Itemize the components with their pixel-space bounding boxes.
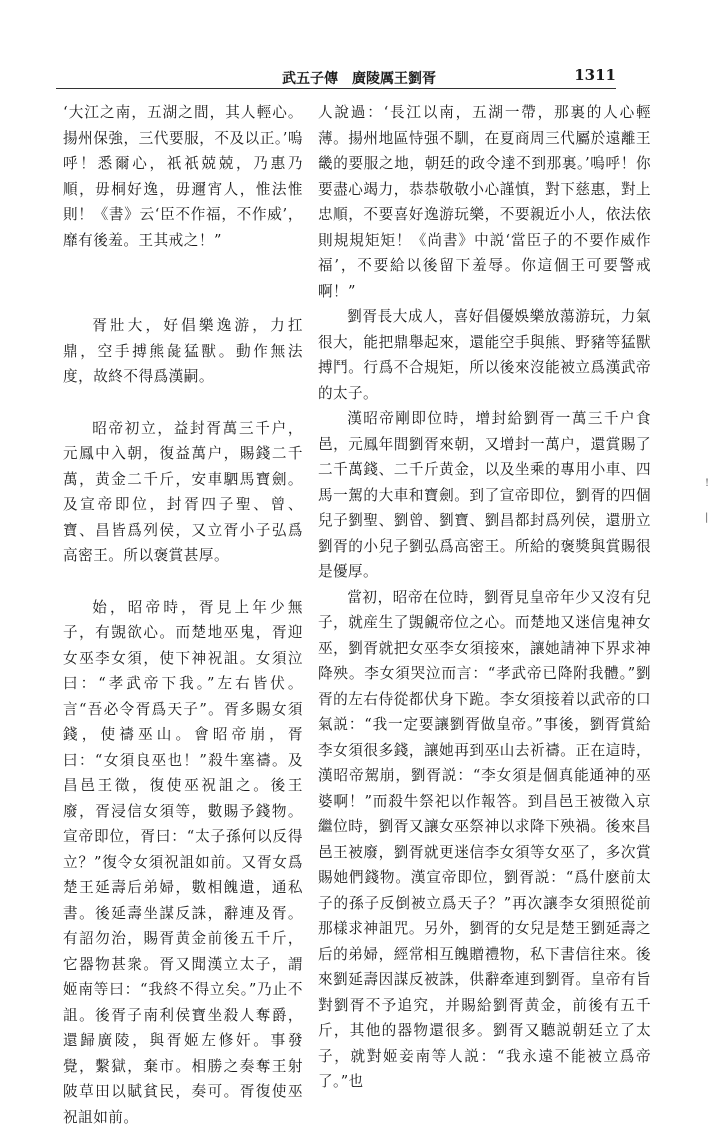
original-paragraph: 胥壯大，好倡樂逸游，力扛鼎，空手搏熊彘猛獸。動作無法度，故終不得爲漢嗣。 — [63, 313, 303, 390]
margin-mark: | — [705, 512, 708, 523]
margin-mark: ! — [705, 478, 709, 489]
page-number: 1311 — [574, 66, 616, 84]
header-rule — [56, 88, 616, 89]
original-paragraph: 始，昭帝時，胥見上年少無子，有覬欲心。而楚地巫鬼，胥迎女巫李女須，使下神祝詛。女須泣曰：“孝武帝下我。”左右皆伏。言“吾必令胥爲天子”。胥多賜女須錢，使禱巫山。會昭帝崩，胥曰：“女須良巫也！”殺牛塞禱。及昌邑王徵，復使巫祝詛之。後王廢，胥浸信女須等，數賜予錢物。宣帝即位，胥曰：“太子孫何以反得立？”復令女須祝詛如前。又胥女爲楚王延壽后弟婦，數相餽遺，通私書。後延壽坐謀反誅，辭連及胥。有詔勿治，賜胥黄金前後五千斤，它器物甚衆。胥又聞漢立太子，謂姬南等曰：“我終不得立矣。”乃止不詛。後胥子南利侯寶坐殺人奪爵，還歸廣陵，與胥姬左修奸。事發覺，繫獄，棄市。相勝之奏奪王射陂草田以賦貧民，奏可。胥復使巫祝詛如前。 — [63, 595, 303, 1130]
translation-paragraph: 劉胥長大成人，喜好倡優娛樂放蕩游玩，力氣很大，能把鼎舉起來，還能空手與熊、野豬等猛獸搏鬥。行爲不合規矩，所以後來沒能被立爲漢武帝的太子。 — [318, 304, 651, 406]
running-header — [56, 64, 616, 90]
translation-paragraph: 當初，昭帝在位時，劉胥見皇帝年少又沒有兒子，就産生了覬覦帝位之心。而楚地又迷信鬼神女巫，劉胥就把女巫李女須接來，讓她請神下界求神降殃。李女須哭泣而言：“孝武帝已降附我體。”劉胥的左右侍從都伏身下跪。李女須接着以武帝的口氣説：“我一定要讓劉胥做皇帝。”事後，劉胥賞給李女須很多錢，讓她再到巫山去祈禱。正在這時，漢昭帝駕崩，劉胥説：“李女須是個真能通神的巫婆啊！”而殺牛祭祀以作報答。到昌邑王被徵入京繼位時，劉胥又讓女巫祭神以求降下殃禍。後來昌邑王被廢，劉胥就更迷信李女須等女巫了，多次賞賜她們錢物。漢宣帝即位，劉胥説：“爲什麽前太子的孫子反倒被立爲天子？”再次讓李女須照從前那樣求神詛咒。另外，劉胥的女兒是楚王劉延壽之后的弟婦，經常相互餽贈禮物，私下書信往來。後來劉延壽因謀反被誅，供辭牽連到劉胥。皇帝有旨對劉胥不予追究，并賜給劉胥黄金，前後有五千斤，其他的器物還很多。劉胥又聽説朝廷立了太子，就對姬妾南等人説：“我永遠不能被立爲帝了。”也 — [318, 585, 651, 1095]
translation-column — [318, 100, 651, 1095]
original-paragraph: 昭帝初立，益封胥萬三千户，元鳳中入朝，復益萬户，賜錢二千萬，黄金二千斤，安車駟馬寶劍。及宣帝即位，封胥四子聖、曾、寶、昌皆爲列侯，又立胥小子弘爲高密王。所以褒賞甚厚。 — [63, 416, 303, 569]
original-paragraph: ‘大江之南，五湖之間，其人輕心。揚州保強，三代要服，不及以正。’嗚呼！悉爾心，祇祇兢兢，乃惠乃順，毋桐好逸，毋邇宵人，惟法惟則！《書》云‘臣不作福，不作威’，靡有後羞。王其戒之！” — [63, 100, 303, 253]
original-text-column — [63, 100, 303, 1130]
translation-paragraph: 漢昭帝剛即位時，增封給劉胥一萬三千户食邑，元鳳年間劉胥來朝，又增封一萬户，還賞賜了二千萬錢、二千斤黄金，以及坐乘的專用小車、四馬一駕的大車和寶劍。到了宣帝即位，劉胥的四個兒子劉聖、劉曾、劉寶、劉昌都封爲列侯，還册立劉胥的小兒子劉弘爲高密王。所給的褒獎與賞賜很是優厚。 — [318, 406, 651, 585]
translation-paragraph: 人說過：‘長江以南，五湖一帶，那裏的人心輕薄。揚州地區恃强不馴，在夏商周三代屬於遠離王畿的要服之地，朝廷的政令達不到那裏。’嗚呼！你要盡心竭力，恭恭敬敬小心謹慎，對下慈惠，對上忠順，不要喜好逸游玩樂，不要親近小人，依法依則規規矩矩！《尚書》中説‘當臣子的不要作威作福’，不要給以後留下羞辱。你這個王可要警戒啊！” — [318, 100, 651, 304]
running-title: 武五子傳 廣陵厲王劉胥 — [282, 68, 436, 88]
